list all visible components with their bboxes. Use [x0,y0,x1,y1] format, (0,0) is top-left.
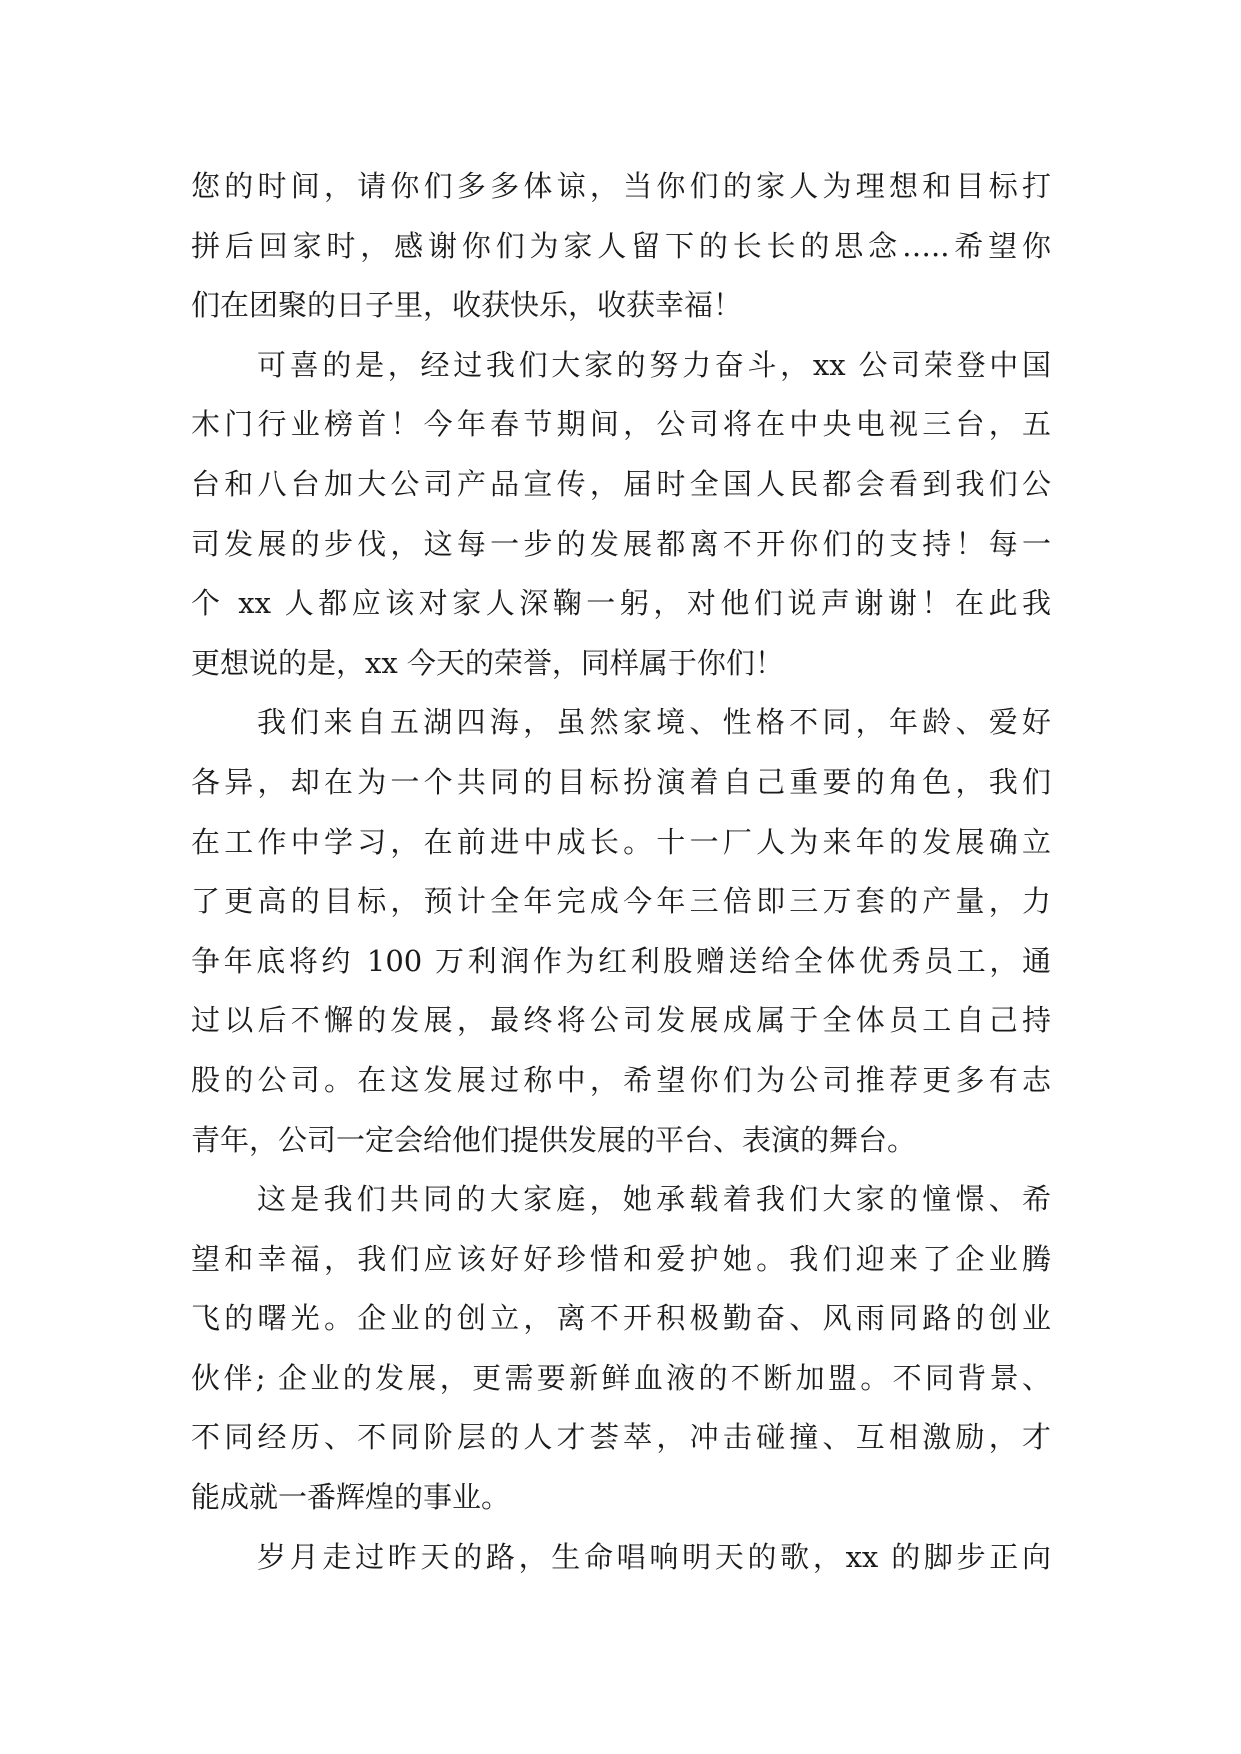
text-line: 木门行业榜首！今年春节期间，公司将在中央电视三台，五 [191,407,1051,442]
text-line: 们在团聚的日子里，收获快乐，收获幸福！ [191,288,743,323]
text-line: 您的时间，请你们多多体谅，当你们的家人为理想和目标打 [191,169,1051,203]
text-line: 更想说的是，xx 今天的荣誉，同样属于你们！ [191,645,784,680]
text-line: 股的公司。在这发展过称中，希望你们为公司推荐更多有志 [191,1062,1051,1097]
text-line: 个 xx 人都应该对家人深鞠一躬，对他们说声谢谢！在此我 [191,586,1051,621]
text-line: 司发展的步伐，这每一步的发展都离不开你们的支持！每一 [191,526,1051,561]
text-line: 伙伴; 企业的发展，更需要新鲜血液的不断加盟。不同背景、 [191,1360,1051,1395]
text-line: 台和八台加大公司产品宣传，届时全国人民都会看到我们公 [191,466,1051,501]
text-line: 飞的曙光。企业的创立，离不开积极勤奋、风雨同路的创业 [191,1301,1051,1336]
text-line: 能成就一番辉煌的事业。 [191,1480,511,1515]
text-line: 在工作中学习，在前进中成长。十一厂人为来年的发展确立 [191,824,1051,859]
text-line: 争年底将约 100 万利润作为红利股赠送给全体优秀员工，通 [191,943,1051,978]
text-line: 过以后不懈的发展，最终将公司发展成属于全体员工自己持 [191,1003,1051,1038]
text-line: 拼后回家时，感谢你们为家人留下的长长的思念…..希望你 [191,228,1051,263]
text-line: 岁月走过昨天的路，生命唱响明天的歌，xx 的脚步正向 [257,1539,1051,1574]
text-line: 可喜的是，经过我们大家的努力奋斗，xx 公司荣登中国 [257,347,1051,382]
text-line: 这是我们共同的大家庭，她承载着我们大家的憧憬、希 [257,1182,1051,1217]
text-line: 各异，却在为一个共同的目标扮演着自己重要的角色，我们 [191,764,1051,799]
text-line: 了更高的目标，预计全年完成今年三倍即三万套的产量，力 [191,884,1051,919]
text-line: 青年，公司一定会给他们提供发展的平台、表演的舞台。 [191,1122,917,1157]
body-text [191,157,1051,1587]
text-line: 望和幸福，我们应该好好珍惜和爱护她。我们迎来了企业腾 [191,1241,1051,1276]
text-line: 不同经历、不同阶层的人才荟萃，冲击碰撞、互相激励，才 [191,1420,1051,1455]
text-line: 我们来自五湖四海，虽然家境、性格不同，年龄、爱好 [257,705,1051,740]
